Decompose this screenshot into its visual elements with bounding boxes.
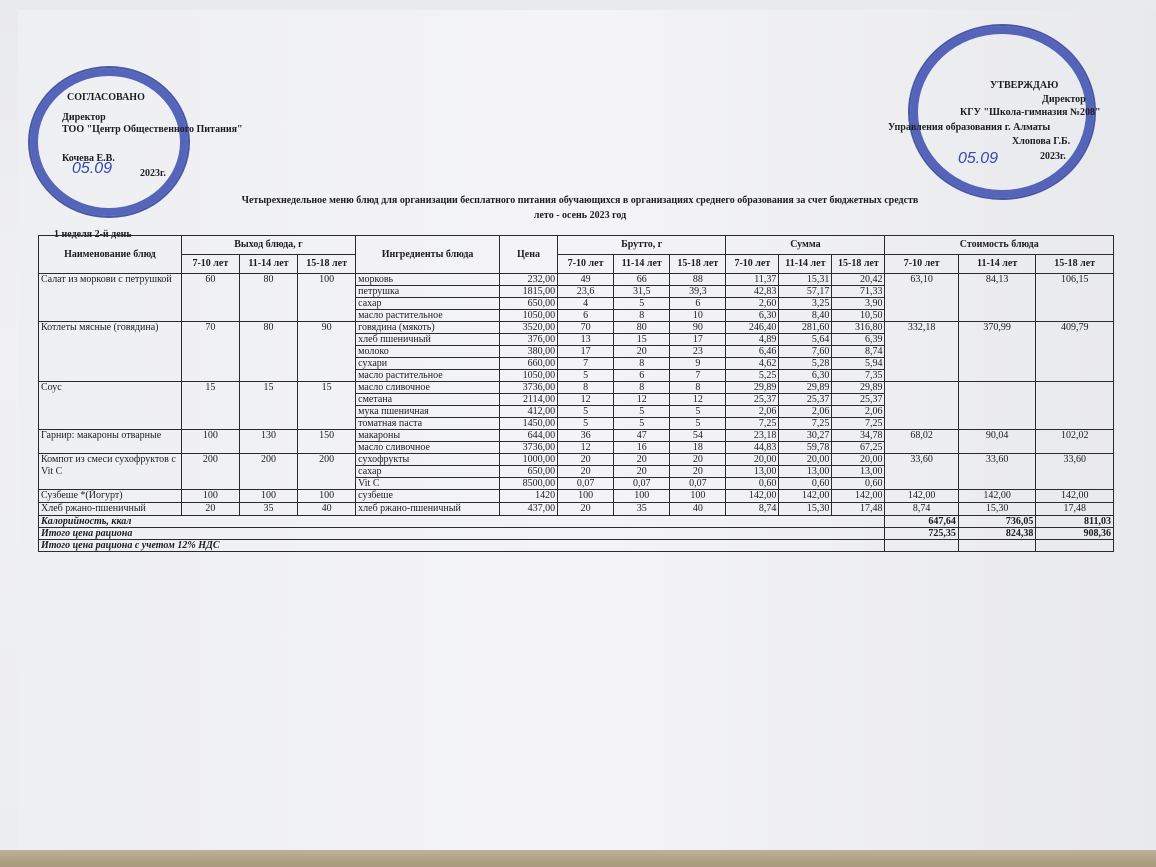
age-column-header: 11-14 лет <box>239 255 297 274</box>
ingredient-name: масло растительное <box>356 310 500 322</box>
total-row <box>39 528 1114 540</box>
dish-name: Соус <box>39 382 182 430</box>
ingredient-sum: 29,89 <box>832 382 885 394</box>
ingredient-sum: 0,60 <box>726 478 779 490</box>
col-ingredients: Ингредиенты блюда <box>356 236 500 274</box>
dish-output: 100 <box>298 274 356 322</box>
ingredient-sum: 5,64 <box>779 334 832 346</box>
age-column-header: 15-18 лет <box>1036 255 1114 274</box>
total-value: 811,03 <box>1036 516 1114 528</box>
ingredient-name: хлеб ржано-пшеничный <box>356 503 500 516</box>
table-row <box>39 274 1114 286</box>
ingredient-sum: 59,78 <box>779 442 832 454</box>
ingredient-price: 3736,00 <box>499 442 557 454</box>
ingredient-gross: 16 <box>614 442 670 454</box>
ingredient-sum: 8,40 <box>779 310 832 322</box>
ingredient-price: 2114,00 <box>499 394 557 406</box>
ingredient-sum: 13,00 <box>726 466 779 478</box>
ingredient-sum: 13,00 <box>779 466 832 478</box>
ingredient-sum: 29,89 <box>779 382 832 394</box>
total-value: 908,36 <box>1036 528 1114 540</box>
dish-cost: 370,99 <box>958 322 1036 382</box>
ingredient-price: 3736,00 <box>499 382 557 394</box>
ingredient-sum: 29,89 <box>726 382 779 394</box>
ingredient-sum: 57,17 <box>779 286 832 298</box>
ingredient-gross: 20 <box>614 466 670 478</box>
ingredient-sum: 42,83 <box>726 286 779 298</box>
total-row <box>39 540 1114 552</box>
ingredient-price: 1420 <box>499 490 557 503</box>
dish-name: Котлеты мясные (говядина) <box>39 322 182 382</box>
ingredient-name: петрушка <box>356 286 500 298</box>
ingredient-sum: 6,39 <box>832 334 885 346</box>
ingredient-gross: 54 <box>670 430 726 442</box>
ingredient-gross: 0,07 <box>558 478 614 490</box>
ingredient-gross: 8 <box>614 358 670 370</box>
ingredient-gross: 12 <box>614 394 670 406</box>
ingredient-gross: 20 <box>670 454 726 466</box>
ingredient-name: масло сливочное <box>356 442 500 454</box>
ingredient-gross: 17 <box>558 346 614 358</box>
ingredient-gross: 100 <box>614 490 670 503</box>
ingredient-gross: 6 <box>558 310 614 322</box>
ingredient-sum: 3,90 <box>832 298 885 310</box>
dish-cost: 332,18 <box>885 322 958 382</box>
ingredient-price: 437,00 <box>499 503 557 516</box>
ingredient-gross: 70 <box>558 322 614 334</box>
dish-output: 130 <box>239 430 297 454</box>
agreed-name: Кочева Е.В. <box>62 153 115 164</box>
ingredient-price: 412,00 <box>499 406 557 418</box>
ingredient-sum: 142,00 <box>726 490 779 503</box>
ingredient-gross: 0,07 <box>670 478 726 490</box>
ingredient-gross: 12 <box>670 394 726 406</box>
dish-cost <box>885 382 958 430</box>
agreed-year: 2023г. <box>140 168 166 179</box>
table-surface <box>0 850 1156 867</box>
ingredient-gross: 20 <box>558 454 614 466</box>
total-value: 736,05 <box>958 516 1036 528</box>
ingredient-sum: 8,74 <box>832 346 885 358</box>
dish-name: Салат из моркови с петрушкой <box>39 274 182 322</box>
ingredient-sum: 25,37 <box>779 394 832 406</box>
dish-output: 15 <box>239 382 297 430</box>
ingredient-gross: 20 <box>670 466 726 478</box>
ingredient-name: сметана <box>356 394 500 406</box>
ingredient-sum: 15,31 <box>779 274 832 286</box>
total-value <box>958 540 1036 552</box>
age-column-header: 11-14 лет <box>779 255 832 274</box>
dish-output: 100 <box>298 490 356 503</box>
ingredient-sum: 2,06 <box>726 406 779 418</box>
ingredient-gross: 80 <box>614 322 670 334</box>
dish-output: 150 <box>298 430 356 454</box>
ingredient-price: 380,00 <box>499 346 557 358</box>
age-column-header: 7-10 лет <box>726 255 779 274</box>
ingredient-sum: 0,60 <box>779 478 832 490</box>
age-column-header: 15-18 лет <box>298 255 356 274</box>
ingredient-price: 376,00 <box>499 334 557 346</box>
ingredient-sum: 15,30 <box>779 503 832 516</box>
ingredient-sum: 7,35 <box>832 370 885 382</box>
total-value <box>1036 540 1114 552</box>
ingredient-name: хлеб пшеничный <box>356 334 500 346</box>
ingredient-sum: 246,40 <box>726 322 779 334</box>
agreed-position: Директор <box>62 112 106 123</box>
ingredient-sum: 25,37 <box>726 394 779 406</box>
ingredient-gross: 12 <box>558 442 614 454</box>
approved-year: 2023г. <box>1040 151 1066 162</box>
dish-cost: 142,00 <box>885 490 958 503</box>
col-gross: Брутто, г <box>558 236 726 255</box>
dish-cost: 142,00 <box>958 490 1036 503</box>
dish-output: 200 <box>298 454 356 490</box>
dish-output: 80 <box>239 322 297 382</box>
dish-cost: 63,10 <box>885 274 958 322</box>
total-label: Итого цена рациона с учетом 12% НДС <box>39 540 885 552</box>
left-signature-date: 05.09 <box>72 160 113 177</box>
ingredient-price: 660,00 <box>499 358 557 370</box>
dish-cost: 8,74 <box>885 503 958 516</box>
dish-cost: 409,79 <box>1036 322 1114 382</box>
ingredient-sum: 20,42 <box>832 274 885 286</box>
ingredient-sum: 34,78 <box>832 430 885 442</box>
total-label: Калорийность, ккал <box>39 516 885 528</box>
ingredient-gross: 15 <box>614 334 670 346</box>
age-column-header: 7-10 лет <box>181 255 239 274</box>
age-column-header: 15-18 лет <box>832 255 885 274</box>
ingredient-gross: 49 <box>558 274 614 286</box>
ingredient-gross: 20 <box>558 503 614 516</box>
dish-output: 20 <box>181 503 239 516</box>
ingredient-gross: 100 <box>558 490 614 503</box>
dish-cost: 90,04 <box>958 430 1036 454</box>
dish-output: 15 <box>298 382 356 430</box>
ingredient-sum: 20,00 <box>779 454 832 466</box>
ingredient-gross: 5 <box>558 418 614 430</box>
ingredient-sum: 5,28 <box>779 358 832 370</box>
ingredient-sum: 3,25 <box>779 298 832 310</box>
ingredient-sum: 67,25 <box>832 442 885 454</box>
ingredient-gross: 66 <box>614 274 670 286</box>
dish-cost: 68,02 <box>885 430 958 454</box>
ingredient-price: 1450,00 <box>499 418 557 430</box>
document-title: Четырехнедельное меню блюд для организации бесплатного питания обучающихся в организациях среднего образования за счет бюджетных средств <box>241 195 919 206</box>
ingredient-sum: 7,25 <box>779 418 832 430</box>
ingredient-price: 1050,00 <box>499 310 557 322</box>
dish-output: 70 <box>181 322 239 382</box>
ingredient-sum: 8,74 <box>726 503 779 516</box>
ingredient-sum: 7,25 <box>726 418 779 430</box>
age-column-header: 15-18 лет <box>670 255 726 274</box>
ingredient-sum: 30,27 <box>779 430 832 442</box>
ingredient-name: сухофрукты <box>356 454 500 466</box>
ingredient-sum: 5,94 <box>832 358 885 370</box>
ingredient-price: 650,00 <box>499 298 557 310</box>
ingredient-sum: 2,06 <box>832 406 885 418</box>
ingredient-sum: 25,37 <box>832 394 885 406</box>
age-column-header: 11-14 лет <box>614 255 670 274</box>
ingredient-gross: 31,5 <box>614 286 670 298</box>
ingredient-gross: 23 <box>670 346 726 358</box>
ingredient-gross: 18 <box>670 442 726 454</box>
dish-cost: 33,60 <box>885 454 958 490</box>
ingredient-price: 650,00 <box>499 466 557 478</box>
ingredient-sum: 44,83 <box>726 442 779 454</box>
dish-cost: 33,60 <box>958 454 1036 490</box>
table-row <box>39 382 1114 394</box>
age-column-header: 7-10 лет <box>558 255 614 274</box>
ingredient-price: 232,00 <box>499 274 557 286</box>
ingredient-sum: 0,60 <box>832 478 885 490</box>
ingredient-sum: 17,48 <box>832 503 885 516</box>
ingredient-gross: 88 <box>670 274 726 286</box>
week-day-label: 1 неделя 2-й день <box>54 229 132 240</box>
age-column-header: 7-10 лет <box>885 255 958 274</box>
ingredient-gross: 10 <box>670 310 726 322</box>
menu-table <box>38 235 1114 552</box>
dish-cost: 17,48 <box>1036 503 1114 516</box>
ingredient-gross: 4 <box>558 298 614 310</box>
ingredient-gross: 90 <box>670 322 726 334</box>
ingredient-sum: 23,18 <box>726 430 779 442</box>
dish-output: 100 <box>181 490 239 503</box>
ingredient-sum: 13,00 <box>832 466 885 478</box>
ingredient-sum: 2,06 <box>779 406 832 418</box>
ingredient-gross: 8 <box>614 310 670 322</box>
dish-cost <box>958 382 1036 430</box>
total-value: 647,64 <box>885 516 958 528</box>
ingredient-gross: 5 <box>558 406 614 418</box>
ingredient-name: масло сливочное <box>356 382 500 394</box>
total-value: 725,35 <box>885 528 958 540</box>
dish-output: 100 <box>239 490 297 503</box>
ingredient-price: 644,00 <box>499 430 557 442</box>
ingredient-sum: 142,00 <box>779 490 832 503</box>
dish-name: Компот из смеси сухофруктов с Vit C <box>39 454 182 490</box>
ingredient-sum: 5,25 <box>726 370 779 382</box>
ingredient-gross: 6 <box>670 298 726 310</box>
ingredient-name: мука пшеничная <box>356 406 500 418</box>
approved-heading: УТВЕРЖДАЮ <box>990 80 1059 91</box>
ingredient-sum: 6,46 <box>726 346 779 358</box>
dish-cost: 142,00 <box>1036 490 1114 503</box>
approved-department: Управления образования г. Алматы <box>888 122 1051 133</box>
dish-output: 90 <box>298 322 356 382</box>
ingredient-gross: 0,07 <box>614 478 670 490</box>
dish-name: Хлеб ржано-пшеничный <box>39 503 182 516</box>
ingredient-gross: 5 <box>614 298 670 310</box>
ingredient-sum: 10,50 <box>832 310 885 322</box>
dish-output: 100 <box>181 430 239 454</box>
ingredient-gross: 7 <box>558 358 614 370</box>
dish-output: 200 <box>181 454 239 490</box>
dish-name: Гарнир: макароны отварные <box>39 430 182 454</box>
dish-output: 80 <box>239 274 297 322</box>
total-value: 824,38 <box>958 528 1036 540</box>
approved-position: Директор <box>1042 94 1086 105</box>
dish-output: 15 <box>181 382 239 430</box>
age-column-header: 11-14 лет <box>958 255 1036 274</box>
ingredient-name: масло растительное <box>356 370 500 382</box>
dish-name: Сузбеше *(Йогурт) <box>39 490 182 503</box>
ingredient-name: морковь <box>356 274 500 286</box>
table-row <box>39 430 1114 442</box>
ingredient-gross: 5 <box>614 418 670 430</box>
ingredient-gross: 100 <box>670 490 726 503</box>
document-subtitle: лето - осень 2023 год <box>533 210 627 221</box>
ingredient-price: 1000,00 <box>499 454 557 466</box>
dish-cost <box>1036 382 1114 430</box>
dish-cost: 33,60 <box>1036 454 1114 490</box>
ingredient-gross: 39,3 <box>670 286 726 298</box>
ingredient-sum: 6,30 <box>779 370 832 382</box>
col-portion-output: Выход блюда, г <box>181 236 355 255</box>
ingredient-gross: 8 <box>558 382 614 394</box>
ingredient-price: 1815,00 <box>499 286 557 298</box>
ingredient-gross: 7 <box>670 370 726 382</box>
dish-cost: 102,02 <box>1036 430 1114 454</box>
dish-cost: 84,13 <box>958 274 1036 322</box>
col-dish-name: Наименование блюд <box>39 236 182 274</box>
dish-output: 200 <box>239 454 297 490</box>
ingredient-gross: 5 <box>558 370 614 382</box>
col-dish-cost: Стоимость блюда <box>885 236 1114 255</box>
ingredient-gross: 47 <box>614 430 670 442</box>
total-row <box>39 516 1114 528</box>
col-price: Цена <box>499 236 557 274</box>
ingredient-gross: 20 <box>558 466 614 478</box>
approved-organization: КГУ "Школа-гимназия №208" <box>960 107 1101 118</box>
ingredient-sum: 281,60 <box>779 322 832 334</box>
ingredient-gross: 35 <box>614 503 670 516</box>
ingredient-sum: 71,33 <box>832 286 885 298</box>
ingredient-name: сахар <box>356 466 500 478</box>
ingredient-sum: 2,60 <box>726 298 779 310</box>
ingredient-name: макароны <box>356 430 500 442</box>
ingredient-name: сахар <box>356 298 500 310</box>
ingredient-gross: 36 <box>558 430 614 442</box>
ingredient-sum: 142,00 <box>832 490 885 503</box>
ingredient-sum: 6,30 <box>726 310 779 322</box>
ingredient-gross: 13 <box>558 334 614 346</box>
ingredient-sum: 4,89 <box>726 334 779 346</box>
ingredient-gross: 8 <box>614 382 670 394</box>
agreed-heading: СОГЛАСОВАНО <box>67 92 145 103</box>
ingredient-gross: 20 <box>614 454 670 466</box>
ingredient-gross: 6 <box>614 370 670 382</box>
ingredient-gross: 5 <box>670 406 726 418</box>
ingredient-name: говядина (мякоть) <box>356 322 500 334</box>
ingredient-sum: 7,25 <box>832 418 885 430</box>
approved-name: Хлопова Г.Б. <box>1012 136 1071 147</box>
ingredient-name: сухари <box>356 358 500 370</box>
ingredient-price: 3520,00 <box>499 322 557 334</box>
ingredient-price: 1050,00 <box>499 370 557 382</box>
ingredient-gross: 5 <box>670 418 726 430</box>
ingredient-sum: 7,60 <box>779 346 832 358</box>
ingredient-sum: 316,80 <box>832 322 885 334</box>
ingredient-gross: 20 <box>614 346 670 358</box>
agreed-organization: ТОО "Центр Общественного Питания" <box>62 124 243 135</box>
ingredient-sum: 11,37 <box>726 274 779 286</box>
table-row <box>39 322 1114 334</box>
dish-cost: 15,30 <box>958 503 1036 516</box>
ingredient-name: молоко <box>356 346 500 358</box>
ingredient-name: сузбеше <box>356 490 500 503</box>
ingredient-sum: 20,00 <box>832 454 885 466</box>
dish-cost: 106,15 <box>1036 274 1114 322</box>
col-sum: Сумма <box>726 236 885 255</box>
ingredient-gross: 12 <box>558 394 614 406</box>
ingredient-gross: 9 <box>670 358 726 370</box>
dish-output: 60 <box>181 274 239 322</box>
ingredient-gross: 40 <box>670 503 726 516</box>
total-label: Итого цена рациона <box>39 528 885 540</box>
dish-output: 40 <box>298 503 356 516</box>
ingredient-gross: 17 <box>670 334 726 346</box>
ingredient-sum: 20,00 <box>726 454 779 466</box>
ingredient-gross: 5 <box>614 406 670 418</box>
dish-output: 35 <box>239 503 297 516</box>
table-row <box>39 503 1114 516</box>
ingredient-name: томатная паста <box>356 418 500 430</box>
ingredient-gross: 23,6 <box>558 286 614 298</box>
ingredient-name: Vit C <box>356 478 500 490</box>
table-row <box>39 454 1114 466</box>
ingredient-price: 8500,00 <box>499 478 557 490</box>
table-row <box>39 490 1114 503</box>
total-value <box>885 540 958 552</box>
ingredient-gross: 8 <box>670 382 726 394</box>
ingredient-sum: 4,62 <box>726 358 779 370</box>
right-signature-date: 05.09 <box>958 150 999 167</box>
